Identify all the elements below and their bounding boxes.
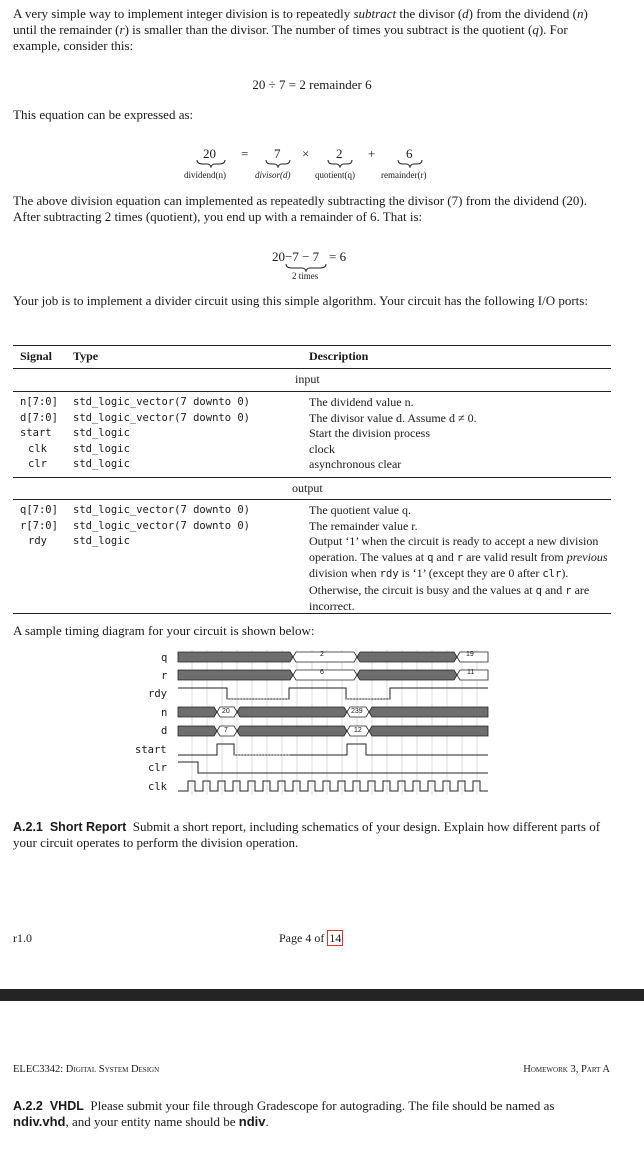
eq2-label-remainder: remainder(r) (381, 170, 427, 180)
eq2-label-quotient: quotient(q) (315, 170, 355, 180)
signal-label-rdy: rdy (148, 688, 167, 700)
equation-1: 20 ÷ 7 = 2 remainder 6 (252, 77, 372, 92)
eq3-underbrace (0, 262, 644, 272)
description-cell: Start the division process (309, 426, 430, 440)
eq2-times: × (302, 146, 310, 161)
io-table (0, 340, 644, 620)
n-value-2: 239 (351, 708, 363, 715)
type-cell: std_logic (73, 535, 130, 547)
eq2-divisor: 7 (274, 146, 281, 161)
intro-paragraph: A very simple way to implement integer division is to repeatedly subtract the divisor (d) from the dividend (n) until the remainder (r) is smaller than the divisor. The number of times you subtract is the quotient (q). For example, consider this: (13, 6, 588, 53)
paragraph-2: This equation can be expressed as: (13, 107, 194, 122)
eq2-plus: + (368, 146, 376, 161)
wave-clk (178, 781, 488, 791)
type-cell: std_logic_vector(7 downto 0) (73, 519, 251, 532)
wave-clr (178, 762, 488, 773)
header-description: Description (309, 349, 369, 363)
signal-label-r: r (161, 670, 168, 682)
equation-3 (0, 249, 644, 285)
section-a22-heading: A.2.2 VHDL (13, 1099, 84, 1113)
wave-rdy (178, 688, 488, 699)
q-value-1: 2 (320, 651, 324, 658)
signal-cell: q[7:0] (20, 504, 58, 516)
eq2-remainder: 6 (406, 146, 413, 161)
signal-label-clr: clr (148, 762, 167, 774)
d-value-2: 12 (354, 727, 362, 734)
equation-2 (0, 146, 644, 186)
paragraph-4: Your job is to implement a divider circuit using this simple algorithm. Your circuit has the following I/O ports: (13, 293, 588, 308)
page-break-bar (0, 989, 644, 1001)
section-output: output (292, 481, 323, 495)
description-cell: The divisor value d. Assume d ≠ 0. (309, 410, 477, 425)
d-value-1: 7 (224, 727, 228, 734)
running-header-right: Homework 3, Part A (523, 1064, 610, 1075)
timing-diagram (0, 645, 644, 800)
signal-cell: start (20, 427, 52, 439)
signal-cell: r[7:0] (20, 519, 58, 532)
header-signal: Signal (20, 349, 53, 363)
type-cell: std_logic_vector(7 downto 0) (73, 411, 251, 424)
version-label: r1.0 (13, 931, 32, 945)
eq2-label-divisor: divisor(d) (255, 170, 291, 180)
header-type: Type (73, 349, 99, 363)
eq2-quotient: 2 (336, 146, 343, 161)
eq2-label-dividend: dividend(n) (184, 170, 226, 180)
description-cell: clock (309, 441, 335, 456)
eq3-subtractions: −7 − 7 (285, 249, 320, 264)
signal-cell: clr (28, 458, 47, 470)
signal-cell: clk (28, 442, 47, 455)
running-header-left: ELEC3342: Digital System Design (13, 1064, 160, 1075)
rdy-description: Output ‘1’ when the circuit is ready to accept a new division operation. The values at q and r are valid result from previous division when rdy is ‘1’ (except they are 0 after clr). Otherwise, the circuit is busy and the values at q and r are incorrect. (309, 534, 608, 613)
description-cell: asynchronous clear (309, 457, 402, 471)
signal-cell: n[7:0] (20, 396, 58, 408)
paragraph-3: The above division equation can implemented as repeatedly subtracting the divisor (7) from the dividend (20). After subtracting 2 times (quotient), you end up with a remainder of 6. That is: (13, 193, 587, 224)
section-a21: A.2.1 Short Report Submit a short report, including schematics of your design. Explain how different parts of your circuit operates to perform the division operation. (13, 819, 601, 850)
q-value-2: 19 (466, 651, 474, 658)
r-value-2: 11 (467, 669, 475, 676)
signal-label-clk: clk (148, 781, 167, 793)
signal-label-q: q (161, 652, 168, 664)
signal-cell: rdy (28, 535, 47, 547)
type-cell: std_logic (73, 442, 130, 455)
eq2-equals: = (241, 146, 249, 161)
n-value-1: 20 (222, 708, 230, 715)
type-cell: std_logic (73, 458, 130, 470)
wave-r (178, 670, 488, 680)
description-cell: The remainder value r. (309, 518, 418, 533)
page-total-link[interactable]: 14 (329, 931, 342, 945)
signal-label-n: n (161, 707, 168, 719)
eq2-dividend: 20 (203, 146, 216, 161)
description-cell: The dividend value n. (309, 395, 414, 409)
description-cell: The quotient value q. (309, 503, 411, 517)
section-input: input (295, 372, 320, 386)
page-number: Page 4 of 14 (279, 931, 342, 945)
r-value-1: 6 (320, 669, 324, 676)
eq3-result: = 6 (329, 249, 347, 264)
type-cell: std_logic_vector(7 downto 0) (73, 396, 251, 408)
eq3-lead: 20 (272, 249, 285, 264)
eq3-label: 2 times (292, 271, 319, 281)
wave-q (178, 652, 488, 662)
timing-intro: A sample timing diagram for your circuit is shown below: (13, 623, 315, 638)
section-a21-heading: A.2.1 Short Report (13, 820, 127, 834)
type-cell: std_logic_vector(7 downto 0) (73, 504, 251, 516)
type-cell: std_logic (73, 427, 130, 439)
signal-label-start: start (135, 744, 167, 756)
eq2-underbraces (0, 158, 644, 168)
section-a22: A.2.2 VHDL Please submit your file through Gradescope for autograding. The file should be named as ndiv.vhd, and your entity name should be ndiv. (13, 1098, 555, 1129)
signal-cell: d[7:0] (20, 411, 58, 424)
signal-label-d: d (161, 725, 168, 737)
wave-start (178, 744, 488, 755)
